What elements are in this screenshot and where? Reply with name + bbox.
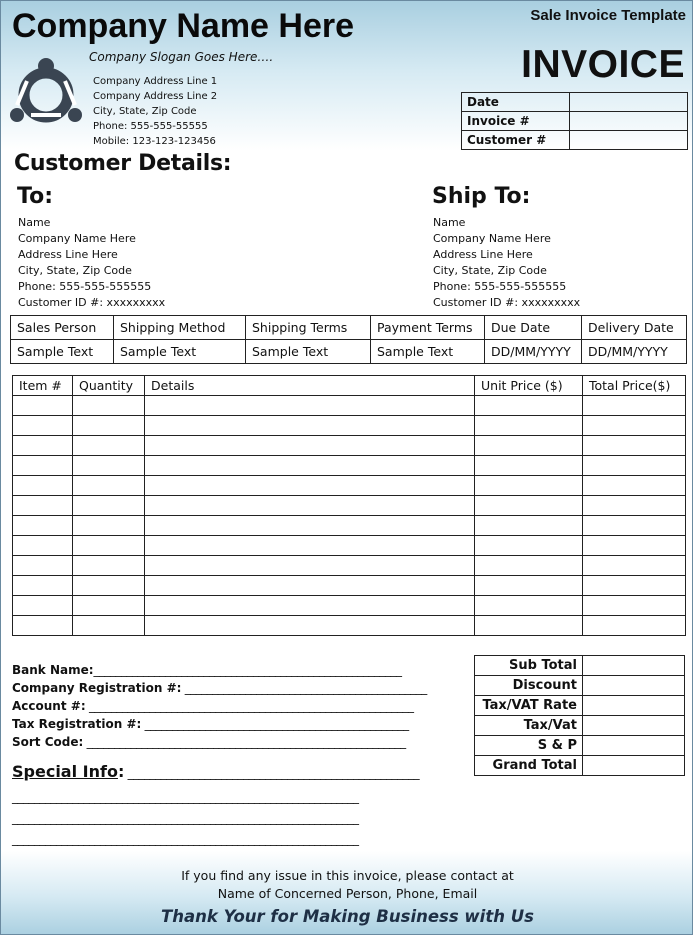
table-row [13, 576, 686, 596]
details-cell[interactable] [145, 416, 475, 436]
discount-label: Discount [475, 676, 583, 696]
details-cell[interactable] [145, 516, 475, 536]
quantity-cell[interactable] [73, 596, 145, 616]
to-phone: Phone: 555-555-555555 [18, 280, 152, 293]
sales-person-field[interactable]: Sample Text [11, 340, 114, 364]
ship-to-details [433, 215, 580, 311]
total-price-cell[interactable] [583, 436, 686, 456]
line-items-table [12, 375, 686, 636]
details-cell[interactable] [145, 436, 475, 456]
date-field[interactable] [570, 93, 688, 112]
total-price-cell[interactable] [583, 556, 686, 576]
tax-label: Tax/Vat [475, 716, 583, 736]
to-address: Address Line Here [18, 248, 118, 261]
account-number-line: ___________________________________________________________ [85, 699, 414, 713]
quantity-header: Quantity [73, 376, 145, 396]
details-cell[interactable] [145, 616, 475, 636]
sort-code-label: Sort Code: [12, 735, 84, 749]
item-number-cell[interactable] [13, 416, 73, 436]
quantity-cell[interactable] [73, 396, 145, 416]
special-info-label: Special Info [12, 762, 118, 781]
unit-price-cell[interactable] [475, 516, 583, 536]
to-heading: To: [17, 184, 53, 209]
unit-price-cell[interactable] [475, 596, 583, 616]
due-date-header: Due Date [485, 316, 582, 340]
account-number-label: Account #: [12, 699, 86, 713]
tax-rate-label: Tax/VAT Rate [475, 696, 583, 716]
quantity-cell[interactable] [73, 516, 145, 536]
quantity-cell[interactable] [73, 436, 145, 456]
details-cell[interactable] [145, 396, 475, 416]
account-number-row[interactable] [12, 697, 427, 715]
details-cell[interactable] [145, 476, 475, 496]
item-number-cell[interactable] [13, 536, 73, 556]
ship-phone: Phone: 555-555-555555 [433, 280, 567, 293]
contact-person-line: Name of Concerned Person, Phone, Email [217, 886, 478, 901]
item-number-cell[interactable] [13, 476, 73, 496]
unit-price-cell[interactable] [475, 396, 583, 416]
shipping-method-header: Shipping Method [114, 316, 246, 340]
due-date-field[interactable]: DD/MM/YYYY [485, 340, 582, 364]
total-price-cell[interactable] [583, 616, 686, 636]
blank-line: _______________________________________________________________ [12, 811, 359, 825]
sort-code-row[interactable] [12, 733, 427, 751]
company-registration-line: ____________________________________________ [181, 681, 427, 695]
table-row [13, 516, 686, 536]
details-cell[interactable] [145, 496, 475, 516]
unit-price-cell[interactable] [475, 416, 583, 436]
sort-code-line: __________________________________________________________ [83, 735, 406, 749]
unit-price-cell[interactable] [475, 576, 583, 596]
document-type-label: Sale Invoice Template [530, 7, 686, 24]
bank-name-line: ________________________________________________________ [93, 663, 402, 677]
item-number-cell[interactable] [13, 516, 73, 536]
item-number-cell[interactable] [13, 496, 73, 516]
table-row [13, 536, 686, 556]
unit-price-cell[interactable] [475, 456, 583, 476]
company-phone: Phone: 555-555-55555 [93, 121, 208, 132]
company-address [93, 74, 217, 149]
company-registration-row[interactable] [12, 679, 427, 697]
ship-customer-id: Customer ID #: xxxxxxxxx [433, 296, 581, 309]
subtotal-label: Sub Total [475, 656, 583, 676]
blank-line: _______________________________________________________________ [12, 790, 359, 804]
company-slogan: Company Slogan Goes Here…. [89, 50, 274, 64]
customer-number-field[interactable] [570, 131, 688, 150]
ship-to-heading: Ship To: [432, 184, 531, 209]
table-row [13, 496, 686, 516]
invoice-meta-table [461, 92, 688, 150]
blank-line: _______________________________________________________________ [12, 832, 359, 846]
total-price-header: Total Price($) [583, 376, 686, 396]
delivery-date-header: Delivery Date [582, 316, 687, 340]
people-circle-logo-icon [9, 57, 83, 129]
total-price-cell[interactable] [583, 516, 686, 536]
total-price-cell[interactable] [583, 576, 686, 596]
quantity-cell[interactable] [73, 416, 145, 436]
total-price-cell[interactable] [583, 596, 686, 616]
totals-table [474, 655, 685, 776]
details-header: Details [145, 376, 475, 396]
unit-price-cell[interactable] [475, 616, 583, 636]
ship-company: Company Name Here [433, 232, 551, 245]
shipping-packing-label: S & P [475, 736, 583, 756]
item-number-header: Item # [13, 376, 73, 396]
contact-note [1, 867, 693, 903]
shipping-terms-field[interactable]: Sample Text [246, 340, 371, 364]
table-row [13, 556, 686, 576]
details-cell[interactable] [145, 456, 475, 476]
details-cell[interactable] [145, 556, 475, 576]
total-price-cell[interactable] [583, 476, 686, 496]
item-number-cell[interactable] [13, 436, 73, 456]
to-name: Name [18, 216, 51, 229]
item-number-cell[interactable] [13, 556, 73, 576]
customer-number-label: Customer # [462, 131, 570, 150]
to-city: City, State, Zip Code [18, 264, 132, 277]
to-company: Company Name Here [18, 232, 136, 245]
item-number-cell[interactable] [13, 616, 73, 636]
table-row [13, 436, 686, 456]
contact-line: If you find any issue in this invoice, please contact at [181, 868, 514, 883]
bank-name-label: Bank Name: [12, 663, 94, 677]
table-row [13, 396, 686, 416]
payment-terms-header: Payment Terms [371, 316, 485, 340]
details-cell[interactable] [145, 596, 475, 616]
item-number-cell[interactable] [13, 596, 73, 616]
unit-price-header: Unit Price ($) [475, 376, 583, 396]
address-line: Company Address Line 1 [93, 76, 218, 87]
ship-city: City, State, Zip Code [433, 264, 547, 277]
item-number-cell[interactable] [13, 576, 73, 596]
delivery-date-field[interactable]: DD/MM/YYYY [582, 340, 687, 364]
unit-price-cell[interactable] [475, 536, 583, 556]
ship-name: Name [433, 216, 466, 229]
details-cell[interactable] [145, 536, 475, 556]
customer-details-heading: Customer Details: [14, 151, 232, 176]
unit-price-cell[interactable] [475, 556, 583, 576]
quantity-cell[interactable] [73, 456, 145, 476]
quantity-cell[interactable] [73, 576, 145, 596]
bank-name-row[interactable] [12, 661, 427, 679]
special-info-colon: : [117, 762, 125, 781]
tax-rate-field[interactable] [583, 696, 685, 716]
bill-to-details [18, 215, 165, 311]
thank-you-message: Thank Your for Making Business with Us [161, 907, 534, 926]
ship-address: Address Line Here [433, 248, 533, 261]
address-line: City, State, Zip Code [93, 106, 197, 117]
to-customer-id: Customer ID #: xxxxxxxxx [18, 296, 166, 309]
table-row [13, 616, 686, 636]
total-price-cell[interactable] [583, 536, 686, 556]
invoice-title: INVOICE [521, 43, 685, 86]
unit-price-cell[interactable] [475, 496, 583, 516]
total-price-cell[interactable] [583, 456, 686, 476]
bank-details [12, 661, 427, 751]
company-registration-label: Company Registration #: [12, 681, 182, 695]
shipping-method-field[interactable]: Sample Text [114, 340, 246, 364]
invoice-number-label: Invoice # [462, 112, 570, 131]
quantity-cell[interactable] [73, 616, 145, 636]
details-cell[interactable] [145, 576, 475, 596]
grand-total-field[interactable] [583, 756, 685, 776]
quantity-cell[interactable] [73, 536, 145, 556]
quantity-cell[interactable] [73, 556, 145, 576]
payment-terms-field[interactable]: Sample Text [371, 340, 485, 364]
company-name: Company Name Here [12, 7, 355, 45]
shipping-info-table [10, 315, 687, 364]
tax-registration-line: ________________________________________________ [141, 717, 409, 731]
unit-price-cell[interactable] [475, 436, 583, 456]
quantity-cell[interactable] [73, 496, 145, 516]
invoice-number-field[interactable] [570, 112, 688, 131]
unit-price-cell[interactable] [475, 476, 583, 496]
tax-field[interactable] [583, 716, 685, 736]
table-row [13, 476, 686, 496]
sales-person-header: Sales Person [11, 316, 114, 340]
shipping-terms-header: Shipping Terms [246, 316, 371, 340]
table-row [13, 416, 686, 436]
special-info-extra[interactable] [12, 787, 359, 850]
item-number-cell[interactable] [13, 396, 73, 416]
shipping-packing-field[interactable] [583, 736, 685, 756]
discount-field[interactable] [583, 676, 685, 696]
company-mobile: Mobile: 123-123-123456 [93, 136, 216, 147]
address-line: Company Address Line 2 [93, 91, 218, 102]
tax-registration-row[interactable] [12, 715, 427, 733]
table-row [13, 596, 686, 616]
tax-registration-label: Tax Registration #: [12, 717, 142, 731]
grand-total-label: Grand Total [475, 756, 583, 776]
special-info-row[interactable] [12, 762, 419, 781]
special-info-line: _____________________________________________________ [124, 766, 420, 780]
quantity-cell[interactable] [73, 476, 145, 496]
subtotal-field[interactable] [583, 656, 685, 676]
item-number-cell[interactable] [13, 456, 73, 476]
total-price-cell[interactable] [583, 396, 686, 416]
total-price-cell[interactable] [583, 416, 686, 436]
total-price-cell[interactable] [583, 496, 686, 516]
date-label: Date [462, 93, 570, 112]
table-row [13, 456, 686, 476]
